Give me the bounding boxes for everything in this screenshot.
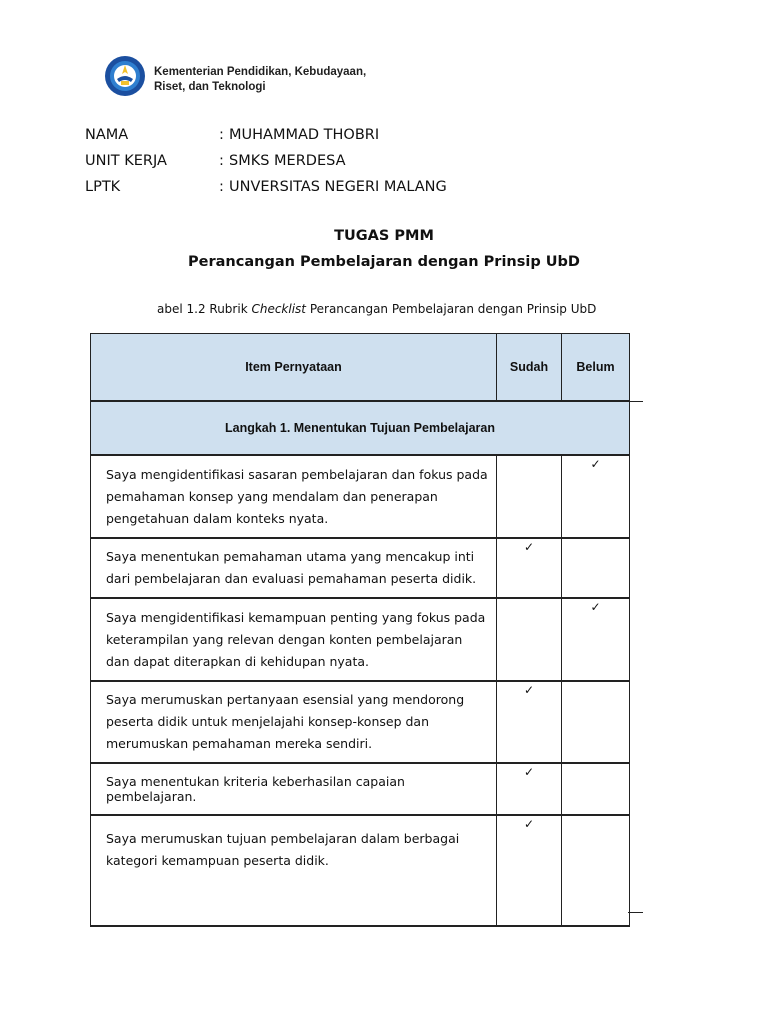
rubric-table bbox=[90, 333, 630, 927]
belum-checkbox[interactable] bbox=[562, 815, 630, 926]
identity-colon: : bbox=[219, 179, 224, 195]
ministry-name bbox=[154, 65, 366, 95]
table-row bbox=[91, 763, 630, 815]
identity-value: SMKS MERDESA bbox=[229, 153, 346, 169]
check-icon: ✓ bbox=[523, 765, 535, 779]
table-border-extension bbox=[628, 912, 643, 913]
caption-prefix: abel 1.2 Rubrik bbox=[157, 302, 252, 316]
belum-checkbox[interactable] bbox=[562, 598, 630, 681]
identity-value: UNVERSITAS NEGERI MALANG bbox=[229, 179, 447, 195]
check-icon bbox=[497, 456, 561, 458]
identity-label: UNIT KERJA bbox=[85, 153, 167, 169]
step-heading: Langkah 1. Menentukan Tujuan Pembelajaran bbox=[91, 401, 630, 455]
ministry-name-line2: Riset, dan Teknologi bbox=[154, 81, 266, 93]
table-row bbox=[91, 815, 630, 926]
table-border-extension bbox=[628, 401, 643, 402]
check-icon: ✓ bbox=[523, 817, 535, 831]
check-icon bbox=[497, 599, 561, 601]
document-title: TUGAS PMM bbox=[334, 228, 434, 244]
sudah-checkbox[interactable] bbox=[497, 455, 562, 538]
table-row bbox=[91, 598, 630, 681]
check-icon: ✓ bbox=[523, 540, 535, 554]
tut-wuri-handayani-logo-icon bbox=[104, 55, 146, 97]
statement-text: Saya mengidentifikasi sasaran pembelajaran dan fokus pada pemahaman konsep yang mendalam dan penerapan pengetahuan dalam konteks nyata. bbox=[91, 455, 497, 538]
check-icon: ✓ bbox=[523, 683, 535, 697]
sudah-checkbox[interactable] bbox=[497, 598, 562, 681]
identity-colon: : bbox=[219, 127, 224, 143]
caption-italic: Checklist bbox=[251, 302, 306, 316]
belum-checkbox[interactable] bbox=[562, 538, 630, 598]
ministry-name-line1: Kementerian Pendidikan, Kebudayaan, bbox=[154, 66, 367, 78]
belum-checkbox[interactable] bbox=[562, 455, 630, 538]
statement-text: Saya menentukan kriteria keberhasilan capaian pembelajaran. bbox=[91, 763, 497, 815]
statement-text: Saya merumuskan pertanyaan esensial yang mendorong peserta didik untuk menjelajahi konsep-konsep dan merumuskan pemahaman mereka sendiri. bbox=[91, 681, 497, 763]
sudah-checkbox[interactable] bbox=[497, 538, 562, 598]
table-caption bbox=[157, 302, 596, 316]
check-icon bbox=[562, 764, 629, 766]
sudah-checkbox[interactable] bbox=[497, 763, 562, 815]
sudah-checkbox[interactable] bbox=[497, 815, 562, 926]
check-icon bbox=[562, 816, 629, 818]
identity-value: MUHAMMAD THOBRI bbox=[229, 127, 380, 143]
table-row bbox=[91, 455, 630, 538]
statement-text: Saya mengidentifikasi kemampuan penting yang fokus pada keterampilan yang relevan dengan konten pembelajaran dan dapat diterapkan di kehidupan nyata. bbox=[91, 598, 497, 681]
table-row bbox=[91, 681, 630, 763]
check-icon bbox=[562, 682, 629, 684]
identity-label: NAMA bbox=[85, 127, 129, 143]
caption-suffix: Perancangan Pembelajaran dengan Prinsip UbD bbox=[306, 302, 597, 316]
check-icon: ✓ bbox=[590, 457, 601, 471]
belum-checkbox[interactable] bbox=[562, 681, 630, 763]
header-item-pernyataan: Item Pernyataan bbox=[91, 334, 497, 402]
header-sudah: Sudah bbox=[497, 334, 562, 402]
statement-text: Saya menentukan pemahaman utama yang mencakup inti dari pembelajaran dan evaluasi pemahaman peserta didik. bbox=[91, 538, 497, 598]
identity-colon: : bbox=[219, 153, 224, 169]
sudah-checkbox[interactable] bbox=[497, 681, 562, 763]
belum-checkbox[interactable] bbox=[562, 763, 630, 815]
identity-label: LPTK bbox=[85, 179, 121, 195]
table-row bbox=[91, 538, 630, 598]
document-subtitle: Perancangan Pembelajaran dengan Prinsip UbD bbox=[188, 254, 580, 270]
check-icon bbox=[562, 539, 629, 541]
check-icon: ✓ bbox=[590, 600, 601, 614]
header-belum: Belum bbox=[562, 334, 630, 402]
statement-text: Saya merumuskan tujuan pembelajaran dalam berbagai kategori kemampuan peserta didik. bbox=[91, 815, 497, 926]
